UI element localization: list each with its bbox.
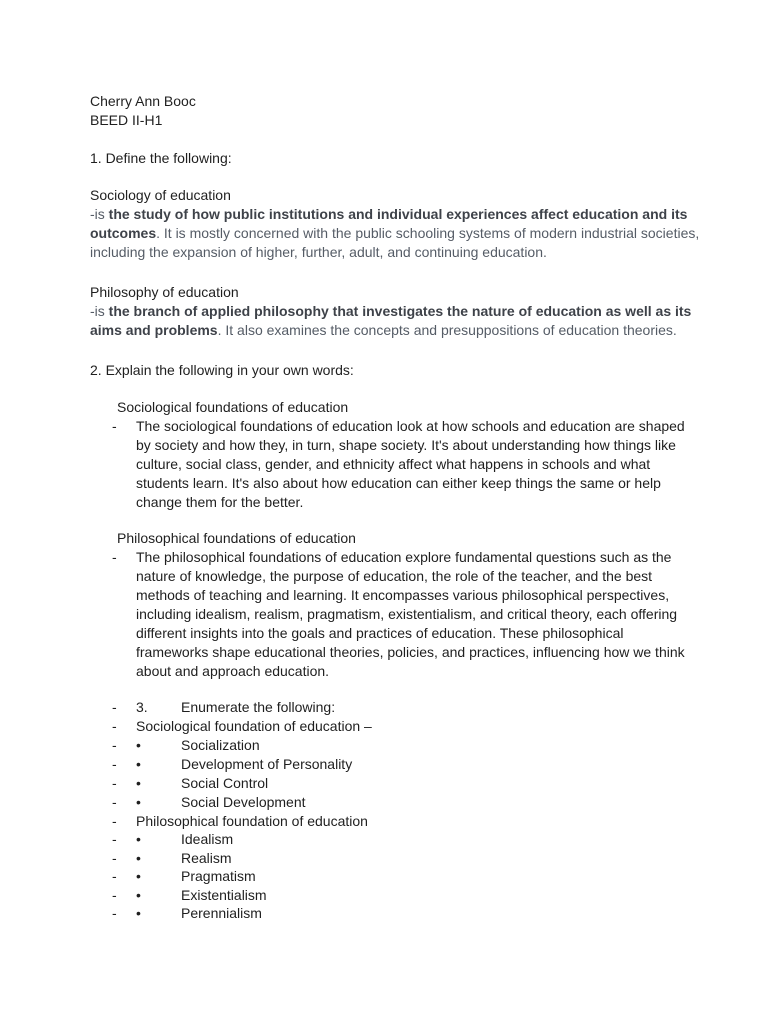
list-dash: - xyxy=(112,756,117,772)
list-item xyxy=(0,886,768,905)
explanation-line: by society and how they, in turn, shape society. It's about understanding how things like xyxy=(136,437,676,453)
sociology-definition-line-3: including the expansion of higher, further, adult, and continuing education. xyxy=(90,244,547,260)
list-title-text: Philosophical foundation of education xyxy=(136,813,368,829)
sociology-definition-line-2 xyxy=(90,224,699,243)
philosophy-definition-line-2 xyxy=(90,321,677,340)
list-dash: - xyxy=(112,718,117,734)
explanation-line: The sociological foundations of education look at how schools and education are shaped xyxy=(136,418,685,434)
list-dash: - xyxy=(112,737,117,753)
list-dash: - xyxy=(112,850,117,866)
explanation-line: including idealism, realism, pragmatism, existentialism, and critical theory, each offering xyxy=(136,606,678,622)
list-item xyxy=(0,849,768,868)
list-item xyxy=(0,774,768,793)
list-dash: - xyxy=(112,813,117,829)
philosophy-definition-line-1 xyxy=(90,302,691,321)
definition-bold-text: outcomes xyxy=(90,225,157,241)
class-section: BEED II-H1 xyxy=(90,112,163,128)
q3-number: 3. xyxy=(136,699,148,715)
explanation-line: methods of teaching and learning. It encompasses various philosophical perspectives, xyxy=(136,587,670,603)
philosophical-foundations-explanation xyxy=(136,548,696,681)
list-item-text: Pragmatism xyxy=(181,868,256,884)
bullet-icon: • xyxy=(136,794,141,810)
list-item-text: Perennialism xyxy=(181,905,262,921)
definition-bold-text: the study of how public institutions and individual experiences affect education and its xyxy=(108,206,688,222)
list-dash: - xyxy=(112,831,117,847)
list-item xyxy=(0,867,768,886)
q2-heading: 2. Explain the following in your own words: xyxy=(90,362,354,378)
list-dash: - xyxy=(112,418,117,434)
list-item-text: Social Development xyxy=(181,794,306,810)
explanation-line: frameworks shape educational theories, policies, and practices, influencing how we think xyxy=(136,644,685,660)
explanation-line: culture, social class, gender, and ethnicity affect what happens in schools and what xyxy=(136,456,651,472)
q3-heading: Enumerate the following: xyxy=(181,699,336,715)
list-item-text: Socialization xyxy=(181,737,260,753)
list-item xyxy=(0,793,768,812)
philosophy-of-education-title: Philosophy of education xyxy=(90,284,239,300)
list-item xyxy=(0,755,768,774)
list-item xyxy=(0,830,768,849)
sociology-of-education-title: Sociology of education xyxy=(90,187,231,203)
list-dash: - xyxy=(112,699,117,715)
bullet-icon: • xyxy=(136,850,141,866)
bullet-icon: • xyxy=(136,905,141,921)
sociological-foundations-explanation xyxy=(136,417,696,512)
list-item-text: Social Control xyxy=(181,775,269,791)
bullet-icon: • xyxy=(136,737,141,753)
bullet-icon: • xyxy=(136,756,141,772)
bullet-icon: • xyxy=(136,887,141,903)
bullet-icon: • xyxy=(136,868,141,884)
list-item-text: Realism xyxy=(181,850,232,866)
explanation-line: nature of knowledge, the purpose of education, the role of the teacher, and the best xyxy=(136,568,653,584)
explanation-line: The philosophical foundations of education explore fundamental questions such as the xyxy=(136,549,672,565)
definition-bold-text: aims and problems xyxy=(90,322,218,338)
definition-bold-text: the branch of applied philosophy that investigates the nature of education as well as its xyxy=(108,303,692,319)
bullet-icon: • xyxy=(136,775,141,791)
philosophical-foundations-title: Philosophical foundations of education xyxy=(117,530,356,546)
list-item-text: Development of Personality xyxy=(181,756,353,772)
explanation-line: about and approach education. xyxy=(136,663,330,679)
author-name: Cherry Ann Booc xyxy=(90,93,196,109)
list-dash: - xyxy=(112,794,117,810)
definition-text: . It also examines the concepts and presuppositions of education theories. xyxy=(217,322,677,338)
bullet-icon: • xyxy=(136,831,141,847)
definition-prefix: -is xyxy=(90,303,109,319)
explanation-line: students learn. It's also about how education can either keep things the same or help xyxy=(136,475,661,491)
list-dash: - xyxy=(112,549,117,565)
sociological-foundations-title: Sociological foundations of education xyxy=(117,399,349,415)
list-item-text: Existentialism xyxy=(181,887,267,903)
explanation-line: change them for the better. xyxy=(136,494,304,510)
list-dash: - xyxy=(112,887,117,903)
q3-heading-row xyxy=(0,698,768,717)
definition-prefix: -is xyxy=(90,206,109,222)
explanation-line: different insights into the goals and practices of education. These philosophical xyxy=(136,625,624,641)
list-dash: - xyxy=(112,775,117,791)
list-title-text: Sociological foundation of education – xyxy=(136,718,372,734)
q1-heading: 1. Define the following: xyxy=(90,150,232,166)
list-item-text: Idealism xyxy=(181,831,234,847)
definition-text: . It is mostly concerned with the public schooling systems of modern industrial societies, xyxy=(156,225,700,241)
list-item xyxy=(0,904,768,923)
list-item xyxy=(0,736,768,755)
sociology-definition-line-1 xyxy=(90,205,687,224)
list-dash: - xyxy=(112,905,117,921)
sociological-foundation-list-title xyxy=(0,717,768,736)
philosophical-foundation-list-title xyxy=(0,812,768,831)
list-dash: - xyxy=(112,868,117,884)
